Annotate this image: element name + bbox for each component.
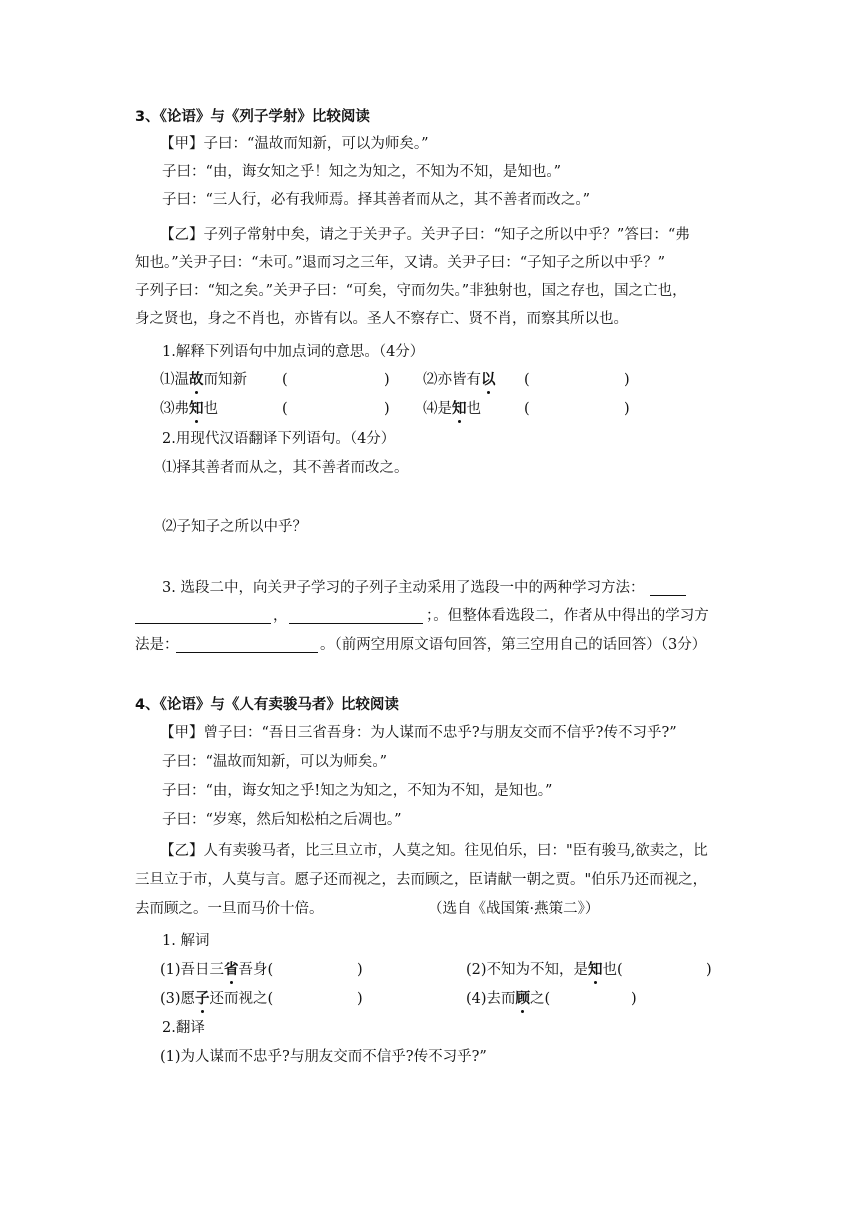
section-4-title: 4、《论语》与《人有卖骏马者》比较阅读	[135, 697, 399, 713]
answer-open-paren: (	[282, 372, 288, 388]
section-3-q2-prompt: 2.用现代汉语翻译下列语句。（4分）	[162, 431, 396, 447]
answer-blank[interactable]	[289, 623, 423, 624]
answer-open-paren: (	[282, 401, 288, 417]
section-3-yi-line: 子列子曰：“知之矣。”关尹子曰：“可矣，守而勿失。”非独射也，国之存也，国之亡也，	[135, 283, 687, 299]
section-3-q2-item: ⑵子知子之所以中乎？	[162, 519, 307, 535]
section-3-yi-line: 身之贤也，身之不肖也，亦皆有以。圣人不察存亡、贤不肖，而察其所以也。	[135, 311, 628, 327]
section-3-yi-line: 【乙】子列子常射中矣，请之于关尹子。关尹子曰：“知子之所以中乎？”答曰：“弗	[160, 227, 690, 243]
section-4-yi-line: 去而顾之。一旦而马价十倍。	[135, 901, 324, 917]
answer-blank[interactable]	[176, 652, 318, 653]
answer-close-paren: )	[357, 962, 363, 978]
section-3-q3-comma: ，	[273, 608, 288, 624]
section-4-q1-item-3: (3)愿子还而视之(	[160, 990, 274, 1007]
section-3-q1-prompt: 1.解释下列语句中加点词的意思。（4分）	[162, 344, 425, 360]
section-3-jia-line: 【甲】子曰：“温故而知新，可以为师矣。”	[160, 136, 429, 152]
section-3-yi-line: 知也。”关尹子曰：“未可。”退而习之三年，又请。关尹子曰：“子知子之所以中乎？”	[135, 255, 666, 271]
section-3-q3-line: ；。但整体看选段二，作者从中得出的学习方	[426, 608, 709, 624]
section-4-yi-line: 三旦立于市，人莫与言。愿子还而视之，去而顾之，臣请献一朝之贾。"伯乐乃还而视之，	[135, 872, 708, 888]
section-4-q1-item-2: (2)不知为不知，是知也(	[466, 961, 623, 978]
answer-close-paren: )	[631, 991, 637, 1007]
section-3-q1-item-4: ⑷是知也	[423, 400, 481, 417]
answer-close-paren: )	[357, 991, 363, 1007]
answer-close-paren: )	[624, 401, 630, 417]
section-4-q1-item-4: (4)去而顾之(	[466, 990, 551, 1007]
section-3-q1-item-2: ⑵亦皆有以	[423, 371, 496, 388]
section-4-jia-line: 子曰：“温故而知新，可以为师矣。”	[162, 754, 388, 770]
section-4-q1-item-1: (1)吾日三省吾身(	[160, 961, 274, 978]
section-4-jia-line: 子曰：“岁寒，然后知松柏之后凋也。”	[162, 812, 402, 828]
section-3-jia-line: 子曰：“三人行，必有我师焉。择其善者而从之，其不善者而改之。”	[162, 192, 591, 208]
section-3-q3-line: 法是：	[135, 637, 179, 653]
section-4-yi-line: 【乙】人有卖骏马者，比三旦立市，人莫之知。往见伯乐，曰："臣有骏马,欲卖之，比	[160, 843, 708, 859]
section-4-q2-prompt: 2.翻译	[162, 1020, 205, 1036]
section-3-q3-line: 。（前两空用原文语句回答，第三空用自己的话回答）（3分）	[320, 637, 707, 653]
section-3-q3-line: 3. 选段二中，向关尹子学习的子列子主动采用了选段一中的两种学习方法：	[162, 580, 645, 596]
answer-close-paren: )	[384, 372, 390, 388]
section-3-jia-line: 子曰：“由，诲女知之乎！知之为知之，不知为不知，是知也。”	[162, 164, 562, 180]
answer-open-paren: (	[524, 401, 530, 417]
section-4-jia-line: 子曰：“由，诲女知之乎!知之为知之，不知为不知，是知也。”	[162, 783, 553, 799]
section-3-q1-item-3: ⑶弗知也	[160, 400, 218, 417]
section-3-q1-item-1: ⑴温故而知新	[160, 371, 247, 388]
answer-blank[interactable]	[135, 623, 271, 624]
answer-close-paren: )	[624, 372, 630, 388]
answer-close-paren: )	[384, 401, 390, 417]
section-4-jia-line: 【甲】曾子曰：“吾日三省吾身：为人谋而不忠乎?与朋友交而不信乎?传不习乎?”	[160, 725, 677, 741]
section-4-q1-prompt: 1. 解词	[162, 933, 210, 949]
section-3-title: 3、《论语》与《列子学射》比较阅读	[135, 109, 370, 125]
section-4-q2-item: (1)为人谋而不忠乎?与朋友交而不信乎?传不习乎?”	[160, 1049, 487, 1065]
section-4-source: （选自《战国策·燕策二》）	[428, 901, 600, 917]
answer-close-paren: )	[706, 962, 712, 978]
section-3-q2-item: ⑴择其善者而从之，其不善者而改之。	[162, 460, 409, 476]
answer-blank[interactable]	[650, 595, 686, 596]
answer-open-paren: (	[524, 372, 530, 388]
